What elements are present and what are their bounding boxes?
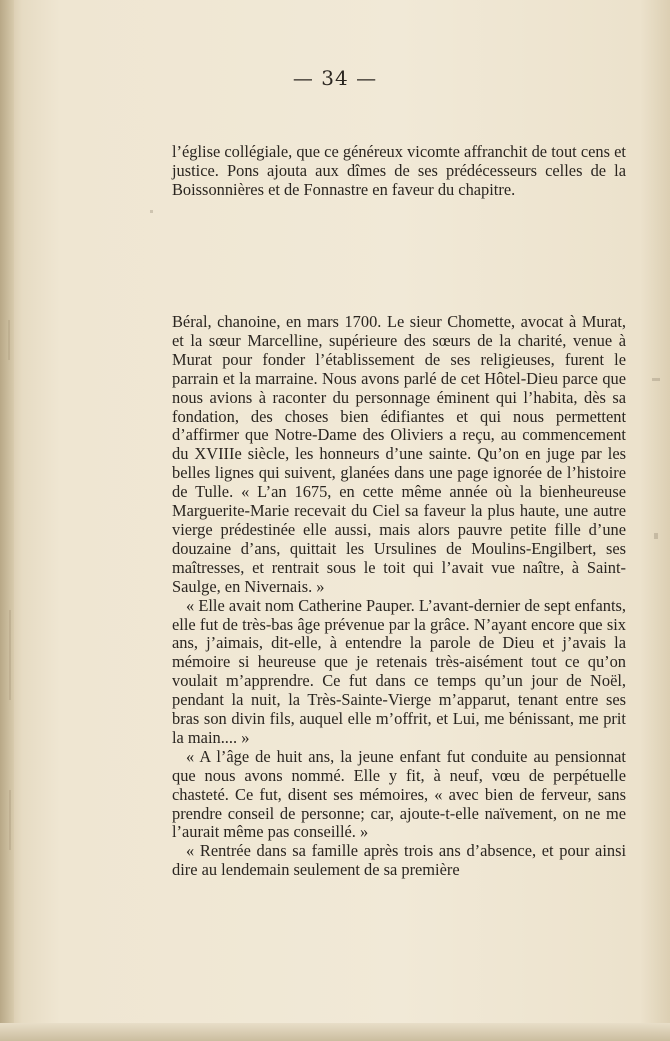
margin-mark	[8, 320, 10, 360]
margin-mark	[9, 610, 11, 700]
page-bottom-edge	[0, 1023, 670, 1041]
page-number: — 34 —	[292, 66, 378, 90]
margin-mark	[9, 790, 11, 850]
text-block-main	[172, 313, 626, 880]
paper-speck	[150, 210, 153, 213]
paragraph: l’église collégiale, que ce généreux vicomte affranchit de tout cens et justice. Pons ajouta aux dîmes de ses prédécesseurs celles de la Boissonnières et de Fonnastre en faveur du chapitre.	[172, 142, 626, 199]
paragraph: « Elle avait nom Catherine Pauper. L’avant-dernier de sept enfants, elle fut de très-bas âge prévenue par la grâce. N’ayant encore que six ans, j’aimais, dit-elle, à entendre la parole de Dieu et j’avais la mémoire si heureuse que je retenais très-aisément tout ce qu’on voulait m’apprendre. Ce fut dans ce temps qu’un jour de Noël, pendant la nuit, la Très-Sainte-Vierge m’apparut, tenant entre ses bras son divin fils, auquel elle m’offrit, et Lui, me bénissant, me prit la main.... »	[172, 595, 626, 747]
paragraph: « Rentrée dans sa famille après trois ans d’absence, et pour ainsi dire au lendemain seulement de sa première	[172, 841, 626, 880]
paragraph: « A l’âge de huit ans, la jeune enfant fut conduite au pensionnat que nous avons nommé. Elle y fit, à neuf, vœu de perpétuelle chasteté. Ce fut, disent ses mémoires, « avec bien de ferveur, sans prendre conseil de personne; car, ajoute-t-elle naïvement, on ne me l’aurait même pas conseillé. »	[172, 746, 626, 842]
page-left-edge	[0, 0, 14, 1041]
paragraph: Béral, chanoine, en mars 1700. Le sieur Chomette, avocat à Murat, et la sœur Marcelline, supérieure des sœurs de la charité, venue à Murat pour fonder l’établissement de ses religieuses, furent le parrain et la marraine. Nous avons parlé de cet Hôtel-Dieu parce que nous avions à raconter du personnage éminent qui l’habita, dès sa fondation, des choses bien édifiantes et qui nous permettent d’affirmer que Notre-Dame des Oliviers a reçu, au commencement du XVIIIe siècle, les honneurs d’une sainte. Qu’on en juge par les belles lignes qui suivent, glanées dans une page ignorée de l’histoire de Tulle. « L’an 1675, en cette même année où la bienheureuse Marguerite-Marie recevait du Ciel sa faveur la plus haute, une autre vierge prédestinée elle aussi, mais alors pauvre petite fille d’une douzaine d’ans, quittait les Ursulines de Moulins-Engilbert, ses maîtresses, et rentrait sous le toit qui l’avait vue naître, à Saint-Saulge, en Nivernais. »	[172, 312, 626, 596]
paper-speck	[652, 378, 660, 381]
text-block-top	[172, 143, 626, 200]
paper-speck	[654, 533, 658, 539]
